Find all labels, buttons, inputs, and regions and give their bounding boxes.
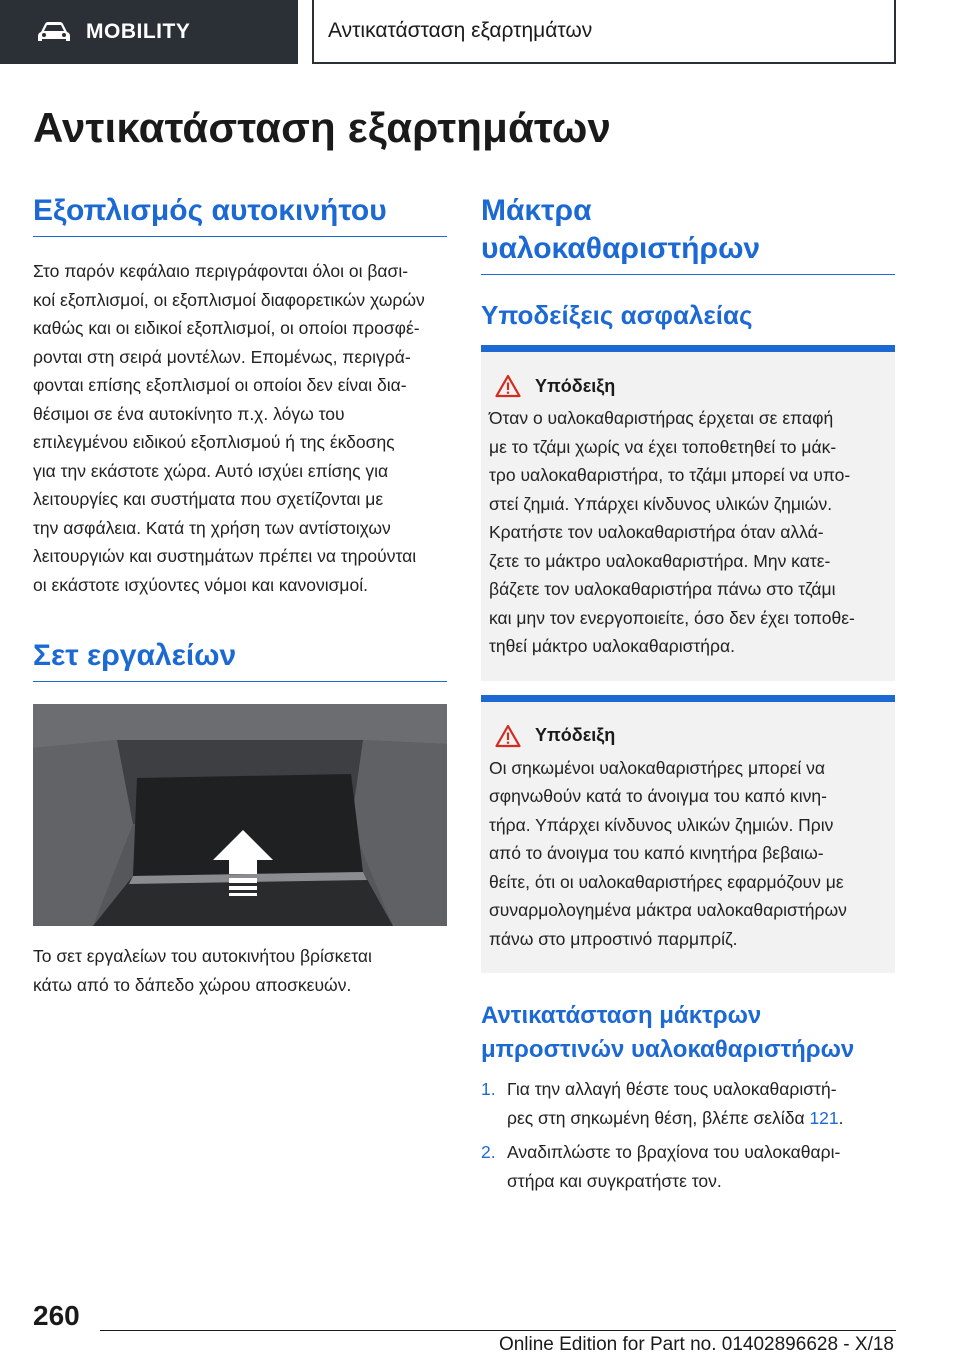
- text-line: συναρμολογημένα μάκτρα υαλοκαθαριστήρων: [489, 900, 847, 920]
- text-line: Οι σηκωμένοι υαλοκαθαριστήρες μπορεί να: [489, 757, 825, 778]
- replace-heading: [481, 999, 895, 1067]
- warning-triangle-icon: [495, 374, 521, 398]
- section-label: MOBILITY: [86, 20, 191, 43]
- note-box: [481, 352, 895, 681]
- left-column: [33, 192, 447, 999]
- chapter-label: Αντικατάσταση εξαρτημάτων: [328, 19, 593, 42]
- text-line: οι εκάστοτε ισχύοντες νόμοι και κανονισμοί.: [33, 574, 368, 595]
- trunk-photo: [33, 704, 447, 926]
- page-title: Αντικατάσταση εξαρτημάτων: [33, 104, 612, 151]
- text-line: ρονται στη σειρά μοντέλων. Επομένως, περιγρά-: [33, 346, 411, 367]
- text-line: την ασφάλεια. Κατά τη χρήση των αντίστοιχων: [33, 517, 391, 538]
- steps-list: [481, 1075, 895, 1195]
- text-line: επιλεγμένου ειδικού εξοπλισμού ή της έκδοσης: [33, 432, 395, 452]
- step-text: [507, 1138, 840, 1195]
- equipment-heading: Εξοπλισμός αυτοκινήτου: [33, 192, 447, 237]
- text-fragment: .: [838, 1107, 844, 1128]
- heading-line: Αντικατάσταση μάκτρων: [481, 1002, 762, 1029]
- toolkit-heading: Σετ εργαλείων: [33, 637, 447, 682]
- text-line: καθώς και οι ειδικοί εξοπλισμοί, οι οποίοι προσφέ-: [33, 318, 420, 338]
- footer-divider: [100, 1330, 896, 1331]
- text-line: και μην τον ενεργοποιείτε, όσο δεν έχει τοποθε-: [489, 607, 855, 628]
- toolkit-caption: [33, 942, 447, 999]
- equipment-paragraph: [33, 257, 447, 599]
- text-line: Όταν ο υαλοκαθαριστήρας έρχεται σε επαφή: [489, 408, 834, 428]
- text-line: [507, 1104, 844, 1133]
- step-item: [481, 1138, 895, 1195]
- text-line: στεί ζημιά. Υπάρχει κίνδυνος υλικών ζημιών.: [489, 493, 833, 514]
- text-line: κάτω από το δάπεδο χώρου αποσκευών.: [33, 974, 352, 995]
- heading-line: μπροστινών υαλοκαθαριστήρων: [481, 1036, 855, 1063]
- note-title: Υπόδειξη: [535, 375, 616, 396]
- text-fragment: ρες στη σηκωμένη θέση, βλέπε σελίδα: [507, 1107, 810, 1128]
- text-line: Το σετ εργαλείων του αυτοκινήτου βρίσκεται: [33, 946, 372, 966]
- car-icon: [36, 20, 72, 44]
- step-number: 2.: [481, 1142, 496, 1162]
- right-column: [481, 192, 895, 1201]
- page-number: 260: [33, 1300, 80, 1331]
- step-text: [507, 1075, 844, 1132]
- text-line: με το τζάμι χωρίς να έχει τοποθετηθεί το μάκ-: [489, 436, 837, 457]
- page-link[interactable]: 121: [809, 1107, 839, 1128]
- text-line: σφηνωθούν κατά το άνοιγμα του καπό κινη-: [489, 786, 827, 806]
- text-line: τηθεί μάκτρο υαλοκαθαριστήρα.: [489, 636, 735, 656]
- section-tab[interactable]: [0, 0, 298, 64]
- step-item: [481, 1075, 895, 1132]
- note-bar: [481, 695, 895, 702]
- text-line: θείτε, ότι οι υαλοκαθαριστήρες εφαρμόζουν με: [489, 871, 844, 892]
- text-line: για την εκάστοτε χώρα. Αυτό ισχύει επίσης για: [33, 460, 389, 481]
- text-line: λειτουργίες και συστήματα που σχετίζονται με: [33, 489, 384, 509]
- text-line: κοί εξοπλισμοί, οι εξοπλισμοί διαφορετικών χωρών: [33, 289, 425, 310]
- text-line: Αναδιπλώστε το βραχίονα του υαλοκαθαρι-: [507, 1142, 841, 1162]
- note-text: [489, 754, 889, 954]
- chapter-title: [312, 0, 896, 64]
- text-line: φονται επίσης εξοπλισμοί οι οποίοι δεν είναι δια-: [33, 375, 407, 395]
- note-title: Υπόδειξη: [535, 725, 616, 745]
- text-line: βάζετε τον υαλοκαθαριστήρα πάνω στο τζάμι: [489, 579, 836, 599]
- text-line: Κρατήστε τον υαλοκαθαριστήρα όταν αλλά-: [489, 522, 824, 542]
- wiper-blades-heading: [481, 192, 895, 275]
- note-header: [495, 374, 889, 398]
- note-bar: [481, 345, 895, 352]
- text-line: Για την αλλαγή θέστε τους υαλοκαθαριστή-: [507, 1079, 837, 1099]
- note-text: [489, 404, 889, 661]
- text-line: ζετε το μάκτρο υαλοκαθαριστήρα. Μην κατε-: [489, 550, 831, 571]
- note-box: [481, 702, 895, 974]
- text-line: λειτουργιών και συστημάτων πρέπει να τηρούνται: [33, 546, 417, 566]
- trunk-illustration: [33, 704, 447, 926]
- text-line: τρο υαλοκαθαριστήρα, το τζάμι μπορεί να υπο-: [489, 465, 851, 485]
- warning-triangle-icon: [495, 724, 521, 748]
- text-line: τήρα. Υπάρχει κίνδυνος υλικών ζημιών. Πριν: [489, 814, 834, 835]
- text-line: στήρα και συγκρατήστε τον.: [507, 1170, 722, 1191]
- safety-heading: Υποδείξεις ασφαλείας: [481, 300, 753, 330]
- footer-edition: Online Edition for Part no. 01402896628 - X/18: [498, 1334, 894, 1355]
- heading-line: Μάκτρα: [481, 194, 592, 227]
- step-number: 1.: [481, 1079, 496, 1099]
- text-line: Στο παρόν κεφάλαιο περιγράφονται όλοι οι βασι-: [33, 261, 409, 281]
- text-line: από το άνοιγμα του καπό κινητήρα βεβαιω-: [489, 843, 824, 863]
- note-header: [495, 724, 889, 748]
- text-line: θέσιμοι σε ένα αυτοκίνητο π.χ. λόγω του: [33, 403, 345, 424]
- text-line: πάνω στο μπροστινό παρμπρίζ.: [489, 928, 738, 949]
- heading-line: υαλοκαθαριστήρων: [481, 232, 761, 265]
